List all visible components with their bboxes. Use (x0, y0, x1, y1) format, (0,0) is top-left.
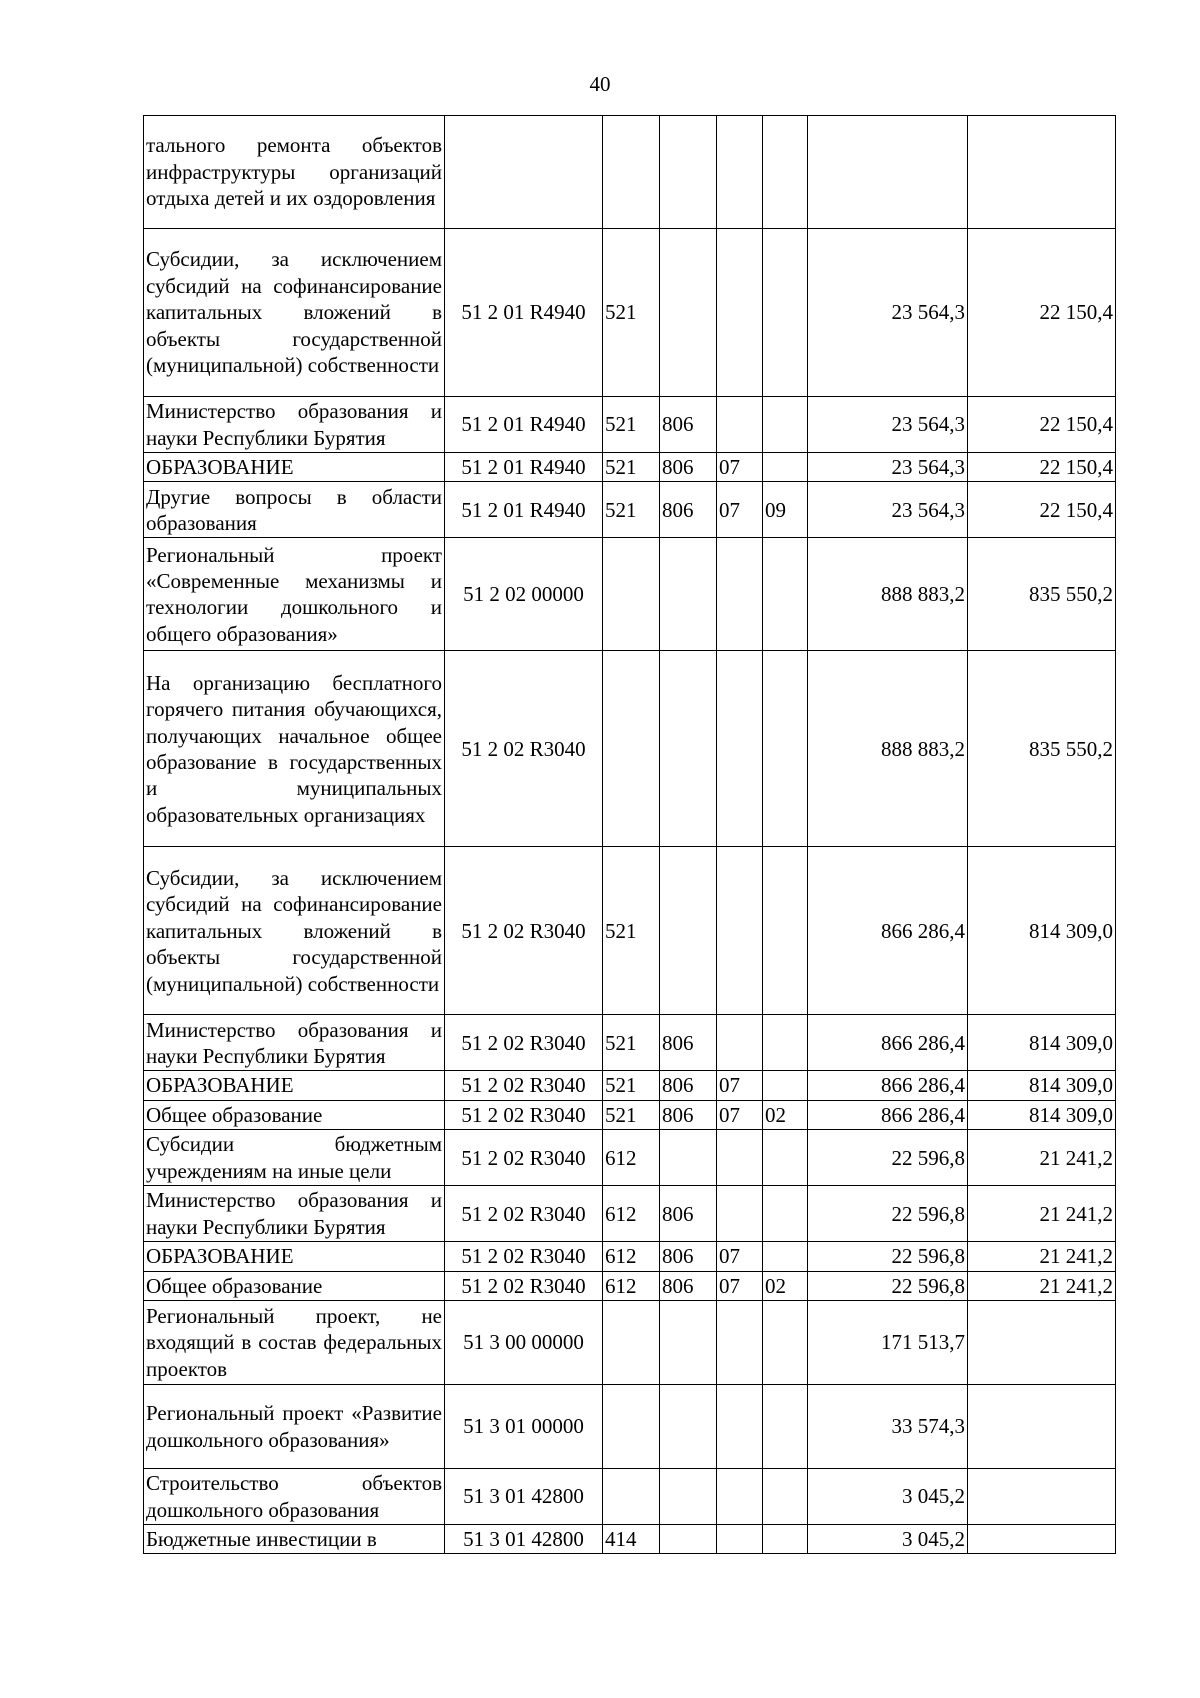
amount-year-1: 866 286,4 (808, 847, 968, 1015)
amount-year-2: 835 550,2 (968, 538, 1116, 651)
target-article-code: 51 2 02 R3040 (445, 1100, 603, 1129)
row-name: Субсидии, за исключением субсидий на софинансирование капитальных вложений в объекты государственной (муниципальной) собственности (144, 847, 445, 1015)
table-row (144, 229, 1116, 397)
table-row (144, 1525, 1116, 1554)
section-code (717, 847, 763, 1015)
amount-year-2 (968, 1469, 1116, 1525)
amount-year-2: 21 241,2 (968, 1242, 1116, 1271)
section-code (717, 397, 763, 453)
expense-type-code (603, 651, 660, 847)
table-row (144, 1186, 1116, 1242)
section-code (717, 651, 763, 847)
target-article-code: 51 3 01 00000 (445, 1385, 603, 1469)
table-row (144, 1100, 1116, 1129)
table-row (144, 482, 1116, 538)
table-row (144, 847, 1116, 1015)
section-code (717, 229, 763, 397)
row-name: Региональный проект «Современные механизмы и технологии дошкольного и общего образования» (144, 538, 445, 651)
table-row (144, 1469, 1116, 1525)
subsection-code (763, 1130, 808, 1186)
target-article-code: 51 2 01 R4940 (445, 229, 603, 397)
section-code: 07 (717, 1100, 763, 1129)
table-row (144, 116, 1116, 229)
amount-year-1: 888 883,2 (808, 651, 968, 847)
expense-type-code: 612 (603, 1242, 660, 1271)
expense-type-code (603, 116, 660, 229)
ministry-code (660, 1301, 717, 1385)
target-article-code: 51 2 02 R3040 (445, 651, 603, 847)
target-article-code: 51 2 02 R3040 (445, 1242, 603, 1271)
table-row (144, 1271, 1116, 1300)
section-code (717, 1385, 763, 1469)
ministry-code: 806 (660, 397, 717, 453)
subsection-code (763, 538, 808, 651)
amount-year-2: 814 309,0 (968, 1100, 1116, 1129)
amount-year-2: 21 241,2 (968, 1271, 1116, 1300)
expense-type-code: 521 (603, 482, 660, 538)
subsection-code (763, 847, 808, 1015)
section-code (717, 538, 763, 651)
amount-year-2: 21 241,2 (968, 1130, 1116, 1186)
row-name: Бюджетные инвестиции в (144, 1525, 445, 1554)
target-article-code: 51 2 02 R3040 (445, 1271, 603, 1300)
subsection-code (763, 1469, 808, 1525)
ministry-code: 806 (660, 1242, 717, 1271)
section-code (717, 1015, 763, 1071)
row-name: Строительство объектов дошкольного образования (144, 1469, 445, 1525)
amount-year-2 (968, 1385, 1116, 1469)
expense-type-code: 521 (603, 1100, 660, 1129)
table-row (144, 1071, 1116, 1100)
expense-type-code (603, 1301, 660, 1385)
expense-type-code: 521 (603, 1015, 660, 1071)
subsection-code (763, 453, 808, 482)
target-article-code: 51 2 01 R4940 (445, 397, 603, 453)
amount-year-1: 866 286,4 (808, 1015, 968, 1071)
target-article-code: 51 2 02 R3040 (445, 1071, 603, 1100)
amount-year-1: 23 564,3 (808, 397, 968, 453)
amount-year-2: 835 550,2 (968, 651, 1116, 847)
amount-year-1: 23 564,3 (808, 229, 968, 397)
expense-type-code: 521 (603, 1071, 660, 1100)
ministry-code (660, 229, 717, 397)
expense-type-code (603, 1469, 660, 1525)
amount-year-2 (968, 1301, 1116, 1385)
expense-type-code: 521 (603, 397, 660, 453)
budget-table (143, 115, 1116, 1554)
row-name: Министерство образования и науки Республики Бурятия (144, 1015, 445, 1071)
target-article-code: 51 3 00 00000 (445, 1301, 603, 1385)
section-code (717, 1525, 763, 1554)
row-name: Субсидии бюджетным учреждениям на иные цели (144, 1130, 445, 1186)
ministry-code: 806 (660, 1271, 717, 1300)
subsection-code (763, 1242, 808, 1271)
ministry-code (660, 847, 717, 1015)
subsection-code (763, 1015, 808, 1071)
row-name: Другие вопросы в области образования (144, 482, 445, 538)
row-name: ОБРАЗОВАНИЕ (144, 1242, 445, 1271)
table-row (144, 1242, 1116, 1271)
target-article-code: 51 3 01 42800 (445, 1469, 603, 1525)
amount-year-1: 22 596,8 (808, 1186, 968, 1242)
section-code: 07 (717, 453, 763, 482)
row-name: На организацию бесплатного горячего питания обучающихся, получающих начальное общее образование в государственных и муниципальных образовательных организациях (144, 651, 445, 847)
target-article-code: 51 2 01 R4940 (445, 482, 603, 538)
amount-year-1: 22 596,8 (808, 1271, 968, 1300)
ministry-code: 806 (660, 1071, 717, 1100)
row-name: Региональный проект, не входящий в состав федеральных проектов (144, 1301, 445, 1385)
target-article-code: 51 3 01 42800 (445, 1525, 603, 1554)
amount-year-1: 3 045,2 (808, 1525, 968, 1554)
amount-year-1: 23 564,3 (808, 482, 968, 538)
amount-year-1: 171 513,7 (808, 1301, 968, 1385)
target-article-code: 51 2 02 R3040 (445, 847, 603, 1015)
ministry-code: 806 (660, 1186, 717, 1242)
amount-year-2: 22 150,4 (968, 453, 1116, 482)
row-name: Министерство образования и науки Республики Бурятия (144, 397, 445, 453)
amount-year-2: 22 150,4 (968, 482, 1116, 538)
page-number: 40 (589, 72, 611, 96)
subsection-code (763, 1385, 808, 1469)
subsection-code (763, 1525, 808, 1554)
ministry-code (660, 1385, 717, 1469)
amount-year-2: 22 150,4 (968, 397, 1116, 453)
section-code (717, 1130, 763, 1186)
ministry-code (660, 1469, 717, 1525)
section-code (717, 1301, 763, 1385)
row-name: тального ремонта объектов инфраструктуры организаций отдыха детей и их оздоровления (144, 116, 445, 229)
table-row (144, 651, 1116, 847)
expense-type-code: 521 (603, 453, 660, 482)
subsection-code: 02 (763, 1271, 808, 1300)
ministry-code (660, 116, 717, 229)
amount-year-1: 3 045,2 (808, 1469, 968, 1525)
subsection-code: 09 (763, 482, 808, 538)
subsection-code (763, 1186, 808, 1242)
row-name: ОБРАЗОВАНИЕ (144, 453, 445, 482)
table-row (144, 1130, 1116, 1186)
expense-type-code: 612 (603, 1130, 660, 1186)
ministry-code (660, 1130, 717, 1186)
ministry-code: 806 (660, 1015, 717, 1071)
section-code (717, 1469, 763, 1525)
target-article-code: 51 2 02 R3040 (445, 1130, 603, 1186)
subsection-code: 02 (763, 1100, 808, 1129)
section-code: 07 (717, 1242, 763, 1271)
amount-year-1 (808, 116, 968, 229)
expense-type-code (603, 538, 660, 651)
subsection-code (763, 651, 808, 847)
subsection-code (763, 229, 808, 397)
row-name: Министерство образования и науки Республики Бурятия (144, 1186, 445, 1242)
subsection-code (763, 1301, 808, 1385)
target-article-code: 51 2 01 R4940 (445, 453, 603, 482)
amount-year-1: 866 286,4 (808, 1100, 968, 1129)
row-name: ОБРАЗОВАНИЕ (144, 1071, 445, 1100)
amount-year-1: 23 564,3 (808, 453, 968, 482)
target-article-code: 51 2 02 R3040 (445, 1186, 603, 1242)
subsection-code (763, 116, 808, 229)
table-row (144, 453, 1116, 482)
amount-year-1: 866 286,4 (808, 1071, 968, 1100)
row-name: Субсидии, за исключением субсидий на софинансирование капитальных вложений в объекты государственной (муниципальной) собственности (144, 229, 445, 397)
target-article-code (445, 116, 603, 229)
target-article-code: 51 2 02 00000 (445, 538, 603, 651)
ministry-code (660, 538, 717, 651)
ministry-code (660, 1525, 717, 1554)
section-code (717, 1186, 763, 1242)
expense-type-code: 521 (603, 847, 660, 1015)
amount-year-1: 22 596,8 (808, 1130, 968, 1186)
expense-type-code: 521 (603, 229, 660, 397)
section-code (717, 116, 763, 229)
expense-type-code: 612 (603, 1186, 660, 1242)
amount-year-1: 22 596,8 (808, 1242, 968, 1271)
section-code: 07 (717, 1271, 763, 1300)
amount-year-2 (968, 116, 1116, 229)
expense-type-code (603, 1385, 660, 1469)
amount-year-1: 888 883,2 (808, 538, 968, 651)
amount-year-2: 22 150,4 (968, 229, 1116, 397)
ministry-code: 806 (660, 482, 717, 538)
table-row (144, 538, 1116, 651)
expense-type-code: 612 (603, 1271, 660, 1300)
amount-year-2: 21 241,2 (968, 1186, 1116, 1242)
table-row (144, 1015, 1116, 1071)
row-name: Общее образование (144, 1100, 445, 1129)
subsection-code (763, 397, 808, 453)
amount-year-2 (968, 1525, 1116, 1554)
target-article-code: 51 2 02 R3040 (445, 1015, 603, 1071)
ministry-code (660, 651, 717, 847)
amount-year-2: 814 309,0 (968, 1071, 1116, 1100)
amount-year-2: 814 309,0 (968, 1015, 1116, 1071)
row-name: Общее образование (144, 1271, 445, 1300)
subsection-code (763, 1071, 808, 1100)
ministry-code: 806 (660, 453, 717, 482)
amount-year-1: 33 574,3 (808, 1385, 968, 1469)
expense-type-code: 414 (603, 1525, 660, 1554)
section-code: 07 (717, 482, 763, 538)
row-name: Региональный проект «Развитие дошкольного образования» (144, 1385, 445, 1469)
table-row (144, 1385, 1116, 1469)
table-row (144, 397, 1116, 453)
amount-year-2: 814 309,0 (968, 847, 1116, 1015)
ministry-code: 806 (660, 1100, 717, 1129)
section-code: 07 (717, 1071, 763, 1100)
table-row (144, 1301, 1116, 1385)
